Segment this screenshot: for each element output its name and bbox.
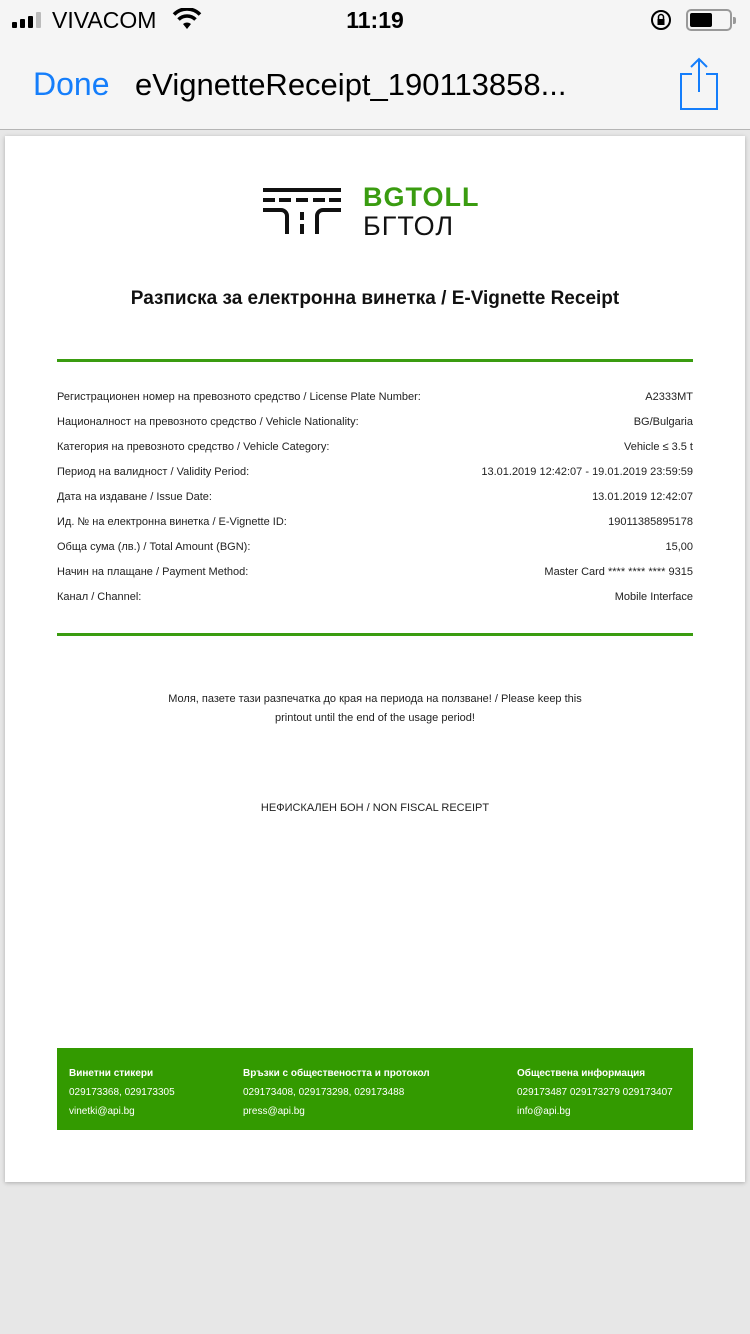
navigation-bar	[0, 40, 750, 130]
footer-email[interactable]: info@api.bg	[517, 1106, 571, 1117]
detail-value: Master Card **** **** **** 9315	[544, 566, 693, 578]
non-fiscal-label: НЕФИСКАЛЕН БОН / NON FISCAL RECEIPT	[260, 802, 490, 814]
detail-value: Mobile Interface	[614, 591, 693, 603]
detail-label: Категория на превозното средство / Vehicle Category:	[57, 441, 330, 453]
detail-value: 19011385895178	[608, 516, 693, 528]
footer-email[interactable]: vinetki@api.bg	[69, 1106, 135, 1117]
note-line: Моля, пазете тази разпечатка до края на периода на ползване! / Please keep this	[168, 693, 582, 705]
logo-text-en: BGTOLL	[363, 182, 480, 212]
battery-icon	[686, 9, 732, 31]
detail-label: Регистрационен номер на превозното средство / License Plate Number:	[57, 391, 421, 403]
clock: 11:19	[346, 7, 404, 33]
footer-column	[243, 1064, 430, 1121]
document-title: eVignetteReceipt_190113858...	[135, 67, 567, 102]
pdf-page	[5, 136, 745, 1182]
detail-value: A2333MT	[645, 391, 693, 403]
detail-label: Период на валидност / Validity Period:	[57, 466, 250, 478]
contact-footer	[57, 1048, 693, 1130]
detail-row	[57, 591, 693, 616]
receipt-title: Разписка за електронна винетка / E-Vignette Receipt	[130, 288, 620, 309]
divider	[57, 633, 693, 636]
detail-label: Обща сума (лв.) / Total Amount (BGN):	[57, 541, 251, 553]
detail-row	[57, 491, 693, 516]
footer-column	[517, 1064, 673, 1121]
detail-value: 15,00	[665, 541, 693, 553]
rotation-lock-icon	[650, 9, 672, 31]
detail-row	[57, 466, 693, 491]
wifi-icon	[172, 8, 202, 30]
detail-row	[57, 516, 693, 541]
status-bar	[0, 0, 750, 40]
done-button[interactable]: Done	[33, 66, 110, 102]
footer-column	[69, 1064, 175, 1121]
detail-value: Vehicle ≤ 3.5 t	[623, 441, 693, 453]
footer-phones: 029173408, 029173298, 029173488	[243, 1087, 405, 1098]
road-junction-icon	[263, 184, 343, 236]
bgtoll-logo	[263, 182, 480, 241]
share-icon[interactable]	[678, 56, 720, 112]
keep-printout-note	[5, 690, 745, 728]
detail-label: Начин на плащане / Payment Method:	[57, 566, 249, 578]
detail-row	[57, 416, 693, 441]
footer-email[interactable]: press@api.bg	[243, 1106, 305, 1117]
footer-heading: Винетни стикери	[69, 1068, 154, 1079]
detail-row	[57, 541, 693, 566]
logo-text-bg: БГТОЛ	[363, 211, 455, 241]
detail-value: 13.01.2019 12:42:07 - 19.01.2019 23:59:59	[481, 466, 693, 478]
detail-value: BG/Bulgaria	[633, 416, 693, 428]
divider	[57, 359, 693, 362]
detail-row	[57, 566, 693, 591]
detail-value: 13.01.2019 12:42:07	[592, 491, 693, 503]
footer-heading: Обществена информация	[517, 1068, 646, 1079]
signal-icon	[12, 12, 41, 28]
detail-label: Канал / Channel:	[57, 591, 142, 603]
footer-heading: Връзки с обществеността и протокол	[243, 1068, 430, 1079]
detail-label: Ид. № на електронна винетка / E-Vignette ID:	[57, 516, 287, 528]
footer-phones: 029173368, 029173305	[69, 1087, 175, 1098]
carrier-name: VIVACOM	[52, 7, 157, 33]
note-line: printout until the end of the usage period!	[275, 712, 475, 724]
detail-row	[57, 441, 693, 466]
detail-label: Националност на превозното средство / Vehicle Nationality:	[57, 416, 359, 428]
footer-phones: 029173487 029173279 029173407	[517, 1087, 673, 1098]
detail-label: Дата на издаване / Issue Date:	[57, 491, 212, 503]
detail-row	[57, 391, 693, 416]
receipt-details	[57, 391, 693, 616]
